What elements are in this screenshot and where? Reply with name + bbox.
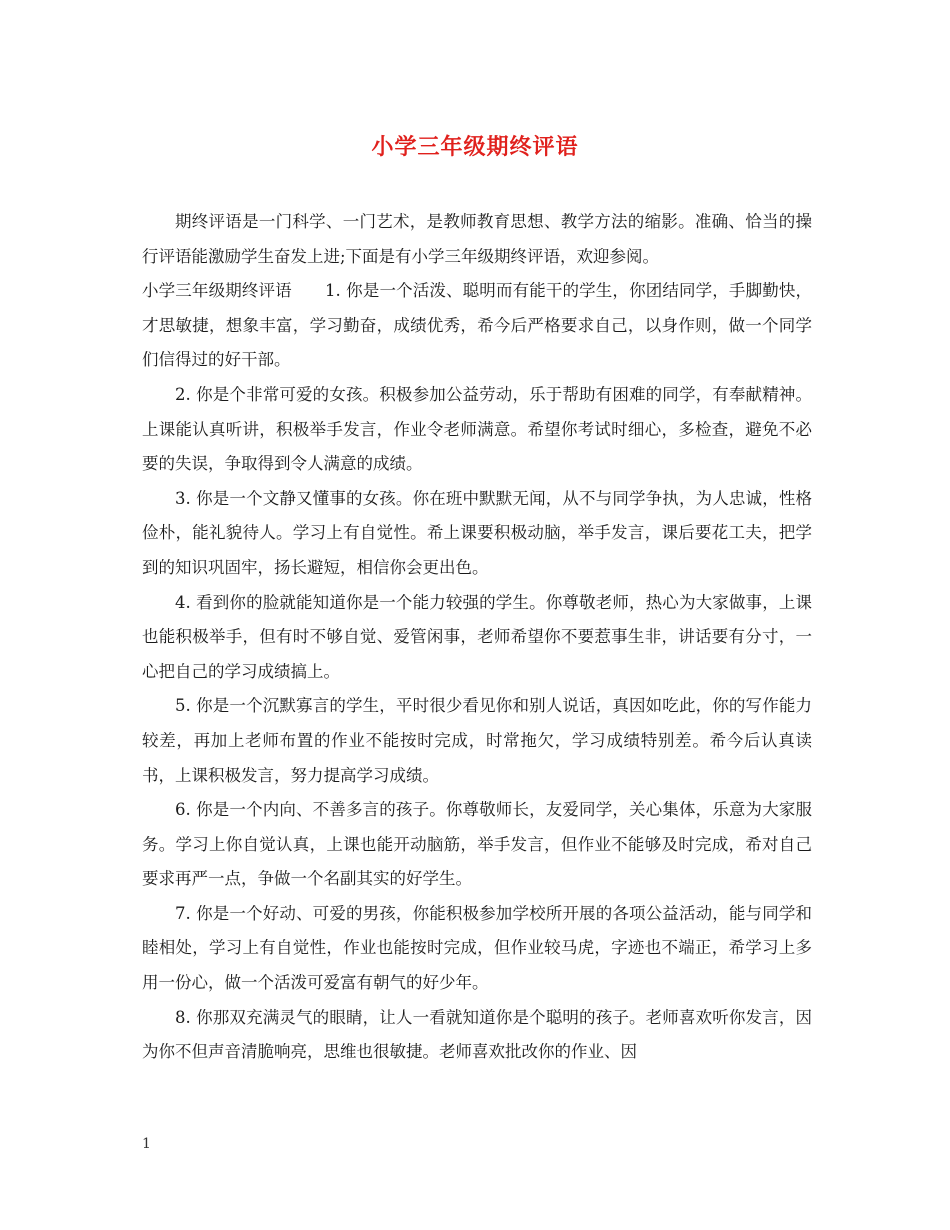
paragraph-item-3: 3. 你是一个文静又懂事的女孩。你在班中默默无闻，从不与同学争执，为人忠诚，性格俭朴，能礼貌待人。学习上有自觉性。希上课要积极动脑，举手发言，课后要花工夫，把学到的知识巩固牢，扬长避短，相信你会更出色。 — [142, 488, 812, 577]
page-number: 1 — [142, 1136, 151, 1152]
paragraph-item-7: 7. 你是一个好动、可爱的男孩，你能积极参加学校所开展的各项公益活动，能与同学和睦相处，学习上有自觉性，作业也能按时完成，但作业较马虎，字迹也不端正，希学习上多用一份心，做一个活泼可爱富有朝气的好少年。 — [142, 903, 812, 993]
paragraph-item-2: 2. 你是个非常可爱的女孩。积极参加公益劳动，乐于帮助有困难的同学，有奉献精神。上课能认真听讲，积极举手发言，作业令老师满意。希望你考试时细心，多检查，避免不必要的失误，争取得到令人满意的成绩。 — [142, 384, 812, 474]
paragraph-intro: 期终评语是一门科学、一门艺术，是教师教育思想、教学方法的缩影。准确、恰当的操行评语能激励学生奋发上进;下面是有小学三年级期终评语，欢迎参阅。 — [142, 212, 812, 266]
paragraph-item-4: 4. 看到你的脸就能知道你是一个能力较强的学生。你尊敬老师，热心为大家做事，上课也能积极举手，但有时不够自觉、爱管闲事，老师希望你不要惹事生非，讲话要有分寸，一心把自己的学习成绩搞上。 — [142, 592, 812, 681]
paragraph-item-5: 5. 你是一个沉默寡言的学生，平时很少看见你和别人说话，真因如吃此，你的写作能力较差，再加上老师布置的作业不能按时完成，时常拖欠，学习成绩特别差。希今后认真读书，上课积极发言，努力提高学习成绩。 — [142, 696, 812, 785]
paragraph-item-1: 小学三年级期终评语 1. 你是一个活泼、聪明而有能干的学生，你团结同学，手脚勤快，才思敏捷，想象丰富，学习勤奋，成绩优秀，希今后严格要求自己，以身作则，做一个同学们信得过的好干部。 — [142, 281, 812, 370]
document-body — [142, 205, 812, 1070]
document-title: 小学三年级期终评语 — [371, 134, 579, 160]
paragraph-item-8: 8. 你那双充满灵气的眼睛，让人一看就知道你是个聪明的孩子。老师喜欢听你发言，因为你不但声音清脆响亮，思维也很敏捷。老师喜欢批改你的作业、因 — [142, 1007, 812, 1062]
paragraph-item-6: 6. 你是一个内向、不善多言的孩子。你尊敬师长，友爱同学，关心集体，乐意为大家服务。学习上你自觉认真，上课也能开动脑筋，举手发言，但作业不能够及时完成，希对自己要求再严一点，争做一个名副其实的好学生。 — [142, 800, 812, 889]
